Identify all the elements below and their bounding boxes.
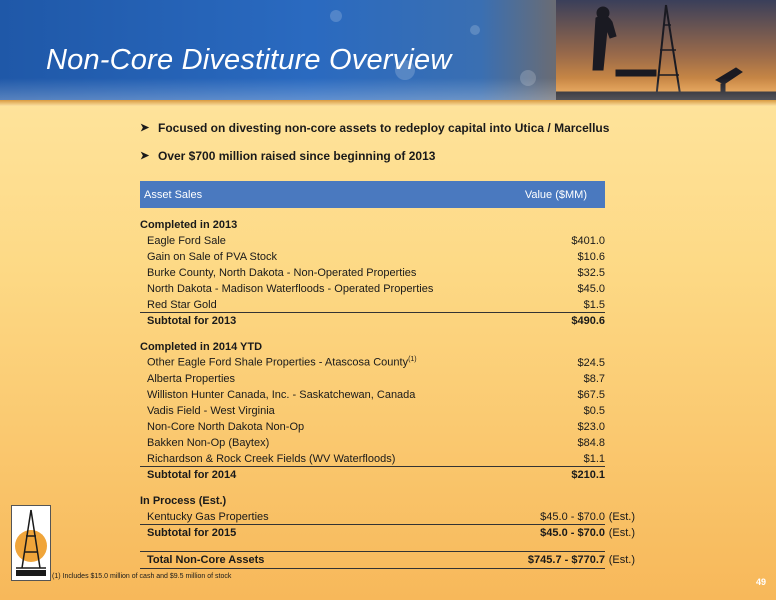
footnote: (1) Includes $15.0 million of cash and $9.5 million of stock [52, 573, 232, 580]
table-row [140, 281, 605, 297]
row-value: $23.0 [577, 420, 605, 433]
table-row [140, 355, 605, 371]
row-value: $45.0 [577, 282, 605, 295]
total-label: Total Non-Core Assets [147, 554, 265, 566]
subtotal-row [140, 467, 605, 483]
table-header [140, 181, 605, 208]
subtotal-label: Subtotal for 2013 [147, 315, 237, 327]
row-value: $8.7 [583, 372, 605, 385]
bullet-list [140, 121, 609, 177]
subtotal-label: Subtotal for 2014 [147, 469, 237, 481]
column-header-asset: Asset Sales [144, 188, 203, 201]
table-row [140, 249, 605, 265]
footnote-marker: (1) [408, 356, 417, 364]
subtotal-value: $45.0 - $70.0 [540, 527, 605, 539]
row-label: Richardson & Rock Creek Fields (WV Waterfloods) [147, 452, 396, 465]
page-number: 49 [755, 577, 766, 587]
row-value: $10.6 [577, 250, 605, 263]
row-label: Kentucky Gas Properties [147, 510, 269, 523]
arrow-bullet-icon: ➤ [140, 150, 150, 162]
table-row [140, 509, 635, 525]
row-value: $45.0 - $70.0 [540, 510, 605, 523]
table-row [140, 265, 605, 281]
row-value: $0.5 [583, 404, 605, 417]
row-value: $32.5 [577, 266, 605, 279]
subtotal-value: $210.1 [571, 469, 605, 481]
row-value: $84.8 [577, 436, 605, 449]
bullet-text: Over $700 million raised since beginning of 2013 [158, 149, 436, 163]
estimate-suffix: (Est.) [608, 527, 635, 539]
row-label: North Dakota - Madison Waterfloods - Operated Properties [147, 282, 434, 295]
section-heading-label: Completed in 2014 YTD [140, 341, 263, 353]
row-label: Alberta Properties [147, 372, 236, 385]
row-value: $24.5 [577, 356, 605, 369]
section-heading [140, 339, 605, 355]
company-logo [11, 505, 51, 581]
section-heading [140, 217, 605, 233]
subtotal-value: $490.6 [571, 315, 605, 327]
page-title: Non-Core Divestiture Overview [46, 44, 452, 76]
table-row [140, 387, 605, 403]
subtotal-row [140, 525, 635, 541]
bullet-item [140, 121, 609, 141]
arrow-bullet-icon: ➤ [140, 122, 150, 134]
table-row [140, 233, 605, 249]
section-heading-label: In Process (Est.) [140, 495, 227, 507]
subtotal-row [140, 313, 605, 329]
subtotal-label: Subtotal for 2015 [147, 527, 237, 539]
banner-glow-decoration [330, 10, 342, 22]
bullet-text: Focused on divesting non-core assets to redeploy capital into Utica / Marcellus [158, 121, 610, 135]
row-label: Williston Hunter Canada, Inc. - Saskatchewan, Canada [147, 388, 416, 401]
table-row [140, 297, 605, 313]
column-header-value: Value ($MM) [524, 188, 587, 201]
table-row [140, 403, 605, 419]
total-value: $745.7 - $770.7 [527, 554, 605, 566]
row-value: $67.5 [577, 388, 605, 401]
banner-underline [0, 100, 776, 106]
row-label [147, 356, 417, 369]
table-row [140, 419, 605, 435]
estimate-suffix: (Est.) [608, 510, 635, 523]
table-row [140, 371, 605, 387]
banner-highlight-stripe [0, 78, 776, 100]
section-heading-label: Completed in 2013 [140, 219, 238, 231]
row-label: Bakken Non-Op (Baytex) [147, 436, 270, 449]
row-label: Vadis Field - West Virginia [147, 404, 275, 417]
row-label: Eagle Ford Sale [147, 234, 226, 247]
row-label: Gain on Sale of PVA Stock [147, 250, 278, 263]
row-value: $401.0 [571, 234, 605, 247]
oil-derrick-logo-icon [12, 506, 50, 580]
row-label: Burke County, North Dakota - Non-Operated Properties [147, 266, 417, 279]
section-heading [140, 493, 605, 509]
row-value: $1.5 [583, 298, 605, 311]
estimate-suffix: (Est.) [608, 554, 635, 566]
row-label: Red Star Gold [147, 298, 217, 311]
banner-glow-decoration [470, 25, 480, 35]
bullet-item [140, 149, 609, 169]
table-row [140, 435, 605, 451]
total-row [140, 551, 635, 569]
row-label: Non-Core North Dakota Non-Op [147, 420, 305, 433]
row-value: $1.1 [583, 452, 605, 465]
asset-sales-table [140, 181, 635, 569]
table-row [140, 451, 605, 467]
row-label-text: Other Eagle Ford Shale Properties - Atascosa County [147, 356, 409, 369]
header-banner [0, 0, 776, 100]
